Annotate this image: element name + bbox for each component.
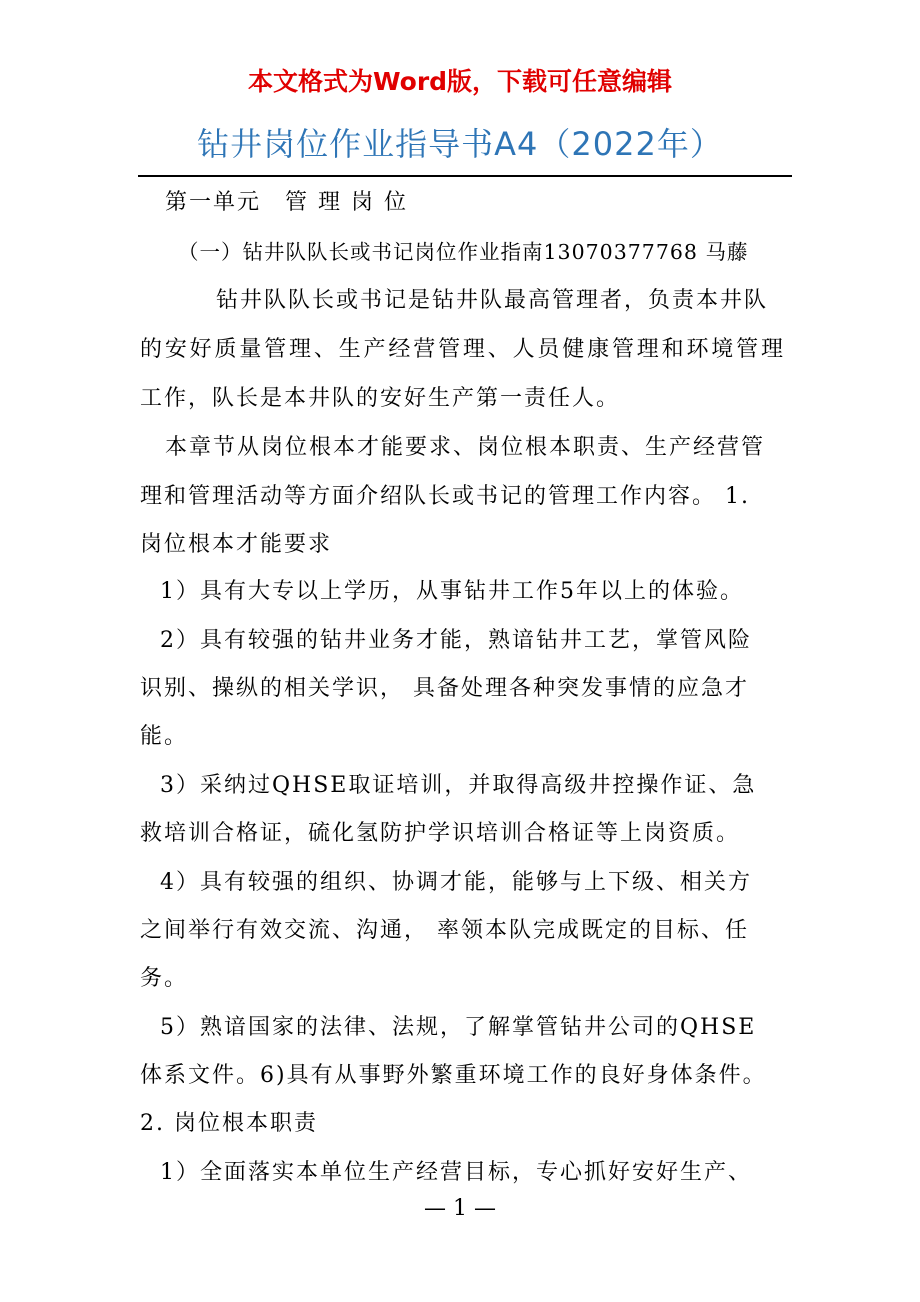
list-item: 1）具有大专以上学历，从事钻井工作5年以上的体验。 (160, 579, 744, 604)
body-line: 岗位根本才能要求 (140, 532, 333, 557)
body-line: 之间举行有效交流、沟通， 率领本队完成既定的目标、任 (140, 918, 749, 943)
body-line: 能。 (140, 724, 189, 749)
body-line: 本章节从岗位根本才能要求、岗位根本职责、生产经营管 (165, 435, 766, 460)
list-item: 1）全面落实本单位生产经营目标，专心抓好安好生产、 (160, 1160, 752, 1185)
document-title: 钻井岗位作业指导书A4（2022年） (197, 125, 723, 163)
list-item: 3）采纳过QHSE取证培训，并取得高级井控操作证、急 (160, 773, 757, 798)
download-banner: 本文格式为Word版，下载可任意编辑 (247, 67, 673, 96)
subsection-heading: （一）钻井队队长或书记岗位作业指南13070377768 马藤 (178, 240, 749, 264)
body-line: 理和管理活动等方面介绍队长或书记的管理工作内容。 1. (140, 484, 750, 509)
body-line: 钻井队队长或书记是钻井队最高管理者，负责本井队 (216, 288, 769, 313)
body-line: 救培训合格证，硫化氢防护学识培训合格证等上岗资质。 (140, 821, 741, 846)
body-line: 识别、操纵的相关学识， 具备处理各种突发事情的应急才 (140, 676, 749, 701)
body-line: 体系文件。6)具有从事野外繁重环境工作的良好身体条件。 (140, 1063, 767, 1088)
page-number: — 1 — (424, 1196, 496, 1221)
title-divider (138, 175, 792, 177)
list-item: 4）具有较强的组织、协调才能，能够与上下级、相关方 (160, 870, 752, 895)
body-line: 务。 (140, 966, 189, 991)
body-line: 的安好质量管理、生产经营管理、人员健康管理和环境管理 (140, 337, 785, 362)
section-heading: 第一单元 管 理 岗 位 (165, 190, 408, 215)
list-item: 5）熟谙国家的法律、法规，了解掌管钻井公司的QHSE (160, 1015, 757, 1040)
list-item: 2）具有较强的钻井业务才能，熟谙钻井工艺，掌管风险 (160, 628, 752, 653)
list-heading: 2. 岗位根本职责 (140, 1111, 318, 1136)
body-line: 工作，队长是本井队的安好生产第一责任人。 (140, 386, 621, 411)
